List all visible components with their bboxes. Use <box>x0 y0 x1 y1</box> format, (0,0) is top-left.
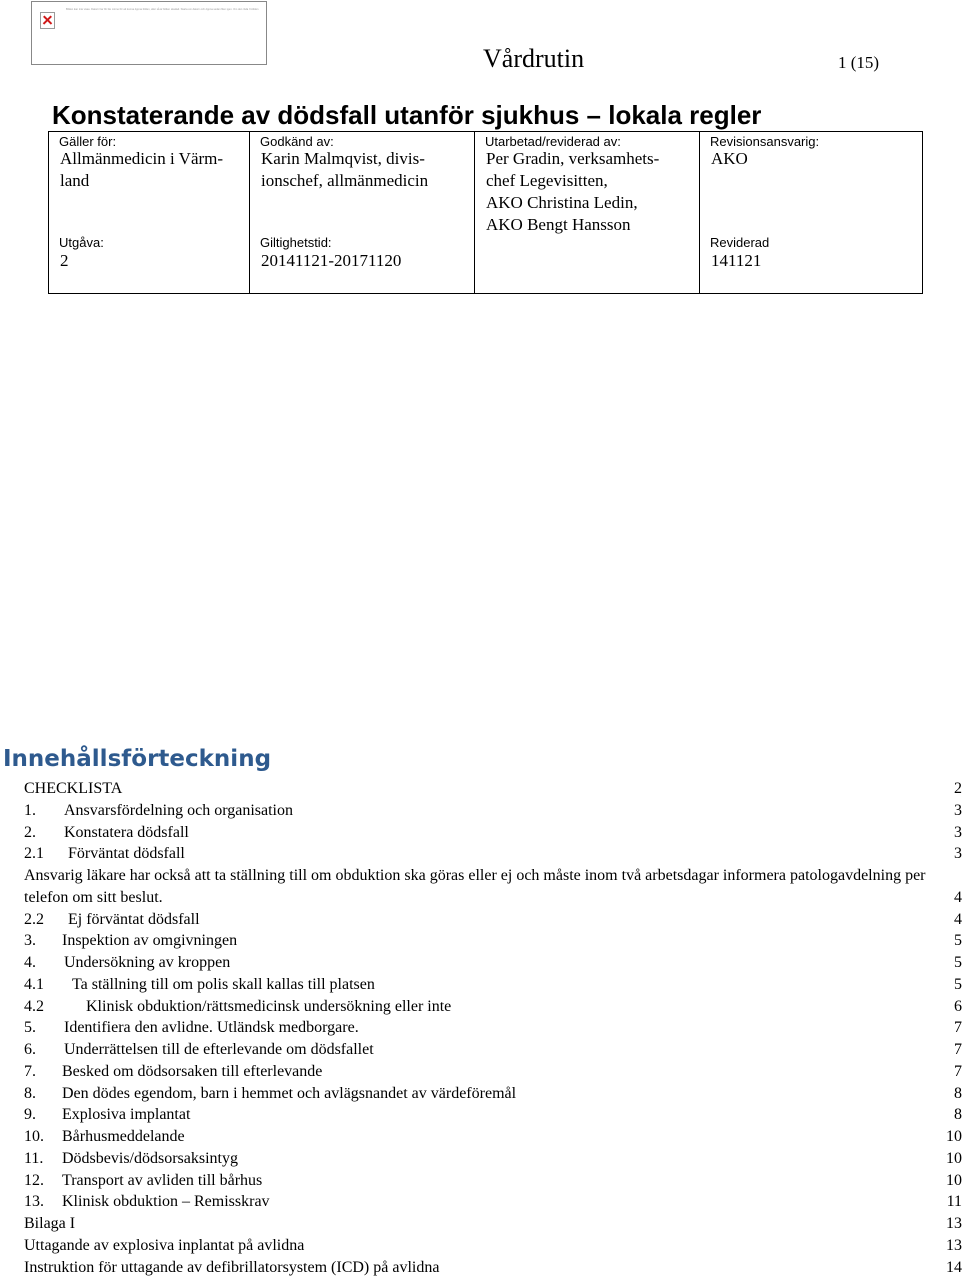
toc-entry-number: 4.1 <box>24 975 44 993</box>
toc-entry-title: Dödsbevis/dödsorsaksintyg <box>62 1149 238 1167</box>
toc-entry-number: 12. <box>24 1171 44 1189</box>
edition-value: 2 <box>60 251 69 270</box>
revision-owner-value: AKO <box>711 149 748 168</box>
toc-entry-title: Identifiera den avlidne. Utländsk medborgare. <box>64 1019 359 1037</box>
toc-entry-page: 3 <box>954 823 962 841</box>
toc-entry-title: Bårhusmeddelande <box>62 1128 185 1145</box>
toc-entry-page: 8 <box>954 1106 962 1124</box>
table-of-contents <box>24 778 962 1278</box>
toc-entry-page: 13 <box>946 1215 962 1232</box>
toc-entry-title: Explosiva implantat <box>62 1106 191 1124</box>
toc-entry[interactable] <box>24 1061 962 1083</box>
toc-entry-page: 10 <box>946 1128 962 1145</box>
toc-entry-title: Besked om dödsorsaken till efterlevande <box>62 1062 323 1080</box>
revised-value: 141121 <box>711 251 762 270</box>
edition-label: Utgåva: <box>59 235 104 250</box>
validity-label: Giltighetstid: <box>260 235 332 250</box>
toc-entry[interactable] <box>24 1017 962 1039</box>
toc-entry[interactable] <box>24 1191 962 1213</box>
toc-entry-title: Transport av avliden till bårhus <box>62 1171 263 1189</box>
applies-to-label: Gäller för: <box>59 134 117 149</box>
toc-entry-title: Klinisk obduktion/rättsmedicinsk undersökning eller inte <box>86 997 452 1015</box>
toc-entry-page: 5 <box>954 954 962 971</box>
toc-heading: Innehållsförteckning <box>3 746 272 772</box>
toc-entry[interactable] <box>24 1126 962 1148</box>
toc-entry-page: 7 <box>954 1041 962 1058</box>
toc-entry-page: 6 <box>954 997 962 1015</box>
toc-entry-title: Den dödes egendom, barn i hemmet och avlägsnandet av värdeföremål <box>62 1084 517 1102</box>
toc-entry-number: 6. <box>24 1041 36 1058</box>
toc-entry[interactable] <box>24 843 962 865</box>
revision-owner-label: Revisionsansvarig: <box>710 134 820 149</box>
toc-entry-number: 2.1 <box>24 845 44 863</box>
toc-entry[interactable] <box>24 930 962 952</box>
document-type: Vårdrutin <box>483 44 585 73</box>
toc-entry-number: 10. <box>24 1128 44 1145</box>
toc-entry-title: CHECKLISTA <box>24 780 123 797</box>
toc-entry-page: 5 <box>954 975 962 993</box>
toc-entry-number: 2. <box>24 823 36 841</box>
toc-entry[interactable] <box>24 1257 962 1278</box>
toc-entry-number: 4. <box>24 954 36 971</box>
toc-entry-title: Ej förväntat dödsfall <box>68 910 200 928</box>
meta-column-revision-owner <box>700 132 922 293</box>
toc-entry-title: Underrättelsen till de efterlevande om dödsfallet <box>64 1041 374 1058</box>
meta-column-applies-to <box>49 132 250 293</box>
toc-entry-title: Ta ställning till om polis skall kallas till platsen <box>72 975 375 993</box>
toc-entry[interactable] <box>24 822 962 844</box>
toc-entry[interactable] <box>24 800 962 822</box>
toc-entry-page: 3 <box>954 845 962 863</box>
toc-entry[interactable] <box>24 1213 962 1235</box>
toc-entry[interactable] <box>24 778 962 800</box>
toc-entry[interactable] <box>24 1039 962 1061</box>
toc-entry[interactable] <box>24 1170 962 1192</box>
page-number: 1 (15) <box>838 53 880 72</box>
prepared-by-value: Per Gradin, verksamhets- chef Legevisitten, AKO Christina Ledin, AKO Bengt Hansson <box>486 149 660 234</box>
toc-entry-number: 9. <box>24 1106 36 1124</box>
toc-entry[interactable] <box>24 996 962 1018</box>
approved-by-value: Karin Malmqvist, divis- ionschef, allmänmedicin <box>261 149 429 190</box>
toc-entry-title: Undersökning av kroppen <box>64 954 231 971</box>
document-title: Konstaterande av dödsfall utanför sjukhus – lokala regler <box>52 100 762 130</box>
meta-column-approved-by <box>250 132 475 293</box>
applies-to-value: Allmänmedicin i Värm- land <box>60 149 224 190</box>
toc-entry-page: 4 <box>954 888 962 906</box>
toc-entry[interactable] <box>24 1104 962 1126</box>
toc-entry[interactable] <box>24 909 962 931</box>
toc-entry-number: 2.2 <box>24 910 44 928</box>
toc-entry-page: 8 <box>954 1084 962 1102</box>
toc-entry-number: 8. <box>24 1084 36 1102</box>
toc-entry[interactable] <box>24 952 962 974</box>
toc-entry-page: 10 <box>946 1171 962 1189</box>
toc-entry-title: Ansvarsfördelning och organisation <box>64 801 293 819</box>
toc-entry-page: 13 <box>946 1236 962 1254</box>
toc-entry-number: 5. <box>24 1019 36 1037</box>
broken-image-icon <box>40 12 55 29</box>
revised-label: Reviderad <box>710 235 770 250</box>
toc-entry-number: 7. <box>24 1062 36 1080</box>
prepared-by-label: Utarbetad/reviderad av: <box>485 134 621 149</box>
document-metadata-table <box>48 131 923 294</box>
logo-alt-text: Bilden kan inte visas. Datorn har för lite minne för att kunna öppna bilden, eller så är bilden skadad. Starta om datorn och öppna sedan filen igen. Om den röda X-bilden <box>66 8 259 11</box>
toc-entry-page: 7 <box>954 1019 962 1037</box>
approved-by-label: Godkänd av: <box>260 134 334 149</box>
toc-entry-number: 4.2 <box>24 997 44 1015</box>
toc-entry-page: 4 <box>954 910 962 928</box>
toc-entry-page: 7 <box>954 1062 962 1080</box>
logo-placeholder <box>31 1 267 65</box>
toc-entry[interactable] <box>24 974 962 996</box>
toc-entry-title: Instruktion för uttagande av defibrillatorsystem (ICD) på avlidna <box>24 1258 440 1276</box>
toc-entry-page: 2 <box>954 780 962 797</box>
toc-entry-number: 13. <box>24 1193 44 1211</box>
toc-entry-number: 1. <box>24 801 36 819</box>
toc-entry-title: Inspektion av omgivningen <box>62 932 238 950</box>
toc-entry-title: Uttagande av explosiva inplantat på avlidna <box>24 1236 305 1254</box>
toc-entry[interactable] <box>24 1083 962 1105</box>
toc-entry[interactable] <box>24 1235 962 1257</box>
toc-entry-page: 5 <box>954 932 962 950</box>
toc-entry-page: 11 <box>946 1193 962 1211</box>
toc-entry-title: Klinisk obduktion – Remisskrav <box>62 1193 270 1211</box>
toc-entry[interactable] <box>24 1148 962 1170</box>
toc-entry-title: Konstatera dödsfall <box>64 823 189 841</box>
toc-entry-title: Bilaga I <box>24 1215 76 1232</box>
toc-entry-number: 11. <box>24 1149 44 1167</box>
validity-value: 20141121-20171120 <box>261 251 402 270</box>
meta-column-prepared-by <box>475 132 700 293</box>
toc-entry-title: Förväntat dödsfall <box>68 845 185 863</box>
toc-entry[interactable] <box>24 865 962 909</box>
toc-entry-page: 10 <box>946 1149 962 1167</box>
toc-entry-page: 3 <box>954 801 962 819</box>
toc-entry-title: Ansvarig läkare har också att ta ställning till om obduktion ska göras eller ej och måste inom två arbetsdagar informera patologavdelning per telefon om sitt beslut. <box>24 867 926 906</box>
toc-entry-number: 3. <box>24 932 36 950</box>
toc-entry-page: 14 <box>946 1258 962 1276</box>
